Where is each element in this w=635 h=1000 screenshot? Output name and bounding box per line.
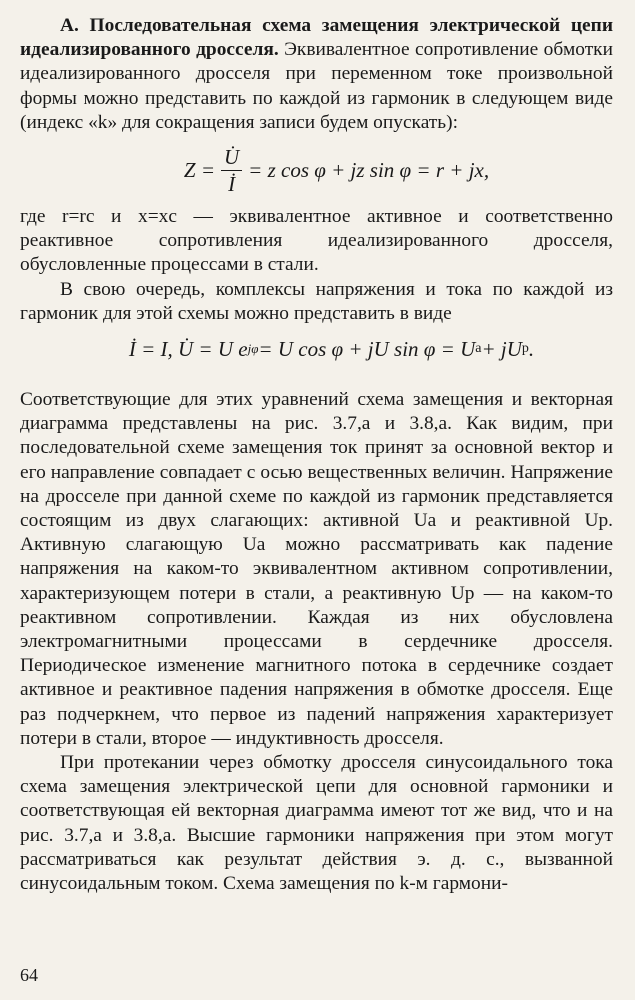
section-intro: Эквивалентное сопротивление обмотки идеализированного дросселя при переменном токе произвольной формы можно представить по каждой из гармоник в следующем виде (индекс «k» для сокращения записи будем опускать): bbox=[20, 39, 613, 133]
paragraph-body-1: Соответствующие для этих уравнений схема замещения и векторная диаграмма представлены на рис. 3.7,а и 3.8,а. Как видим, при последовательной схеме замещения ток принят за основной вектор и его направление совпадает с осью вещественных величин. Напряжение на дросселе при данной схеме по каждой из гармоник представляется состоящим из двух слагающих: активной Uа и реактивной Uр. Активную слагающую Uа можно рассматривать как падение напряжения на каком-то эквивалентном активном сопротивлении, характеризующем потери в стали, а реактивную Uр — на каком-то реактивном сопротивлении. Каждая из них обусловлена электромагнитными процессами в сердечнике дросселя. Периодическое изменение магнитного потока в сердечнике создает активное и реактивное падения напряжения в обмотке дросселя. Еще раз подчеркнем, что первое из падений напряжения характеризует потери в стали, второе — индуктивность дросселя. bbox=[20, 389, 613, 749]
formula2-part-c: + jU bbox=[481, 337, 522, 362]
formula2-part-d: . bbox=[528, 337, 535, 362]
formula2-part-a: İ = I, U̇ = U e bbox=[128, 337, 248, 362]
paragraph-definitions: где r=rс и x=xс — эквивалентное активное и соответственно реактивное сопротивления идеализированного дросселя, обусловленные процессами в стали. bbox=[20, 206, 613, 276]
current-voltage-formula bbox=[20, 326, 613, 372]
formula1-lhs: Z = bbox=[183, 158, 215, 183]
formula2-exponent: jφ bbox=[247, 341, 259, 357]
formula1-fraction bbox=[221, 144, 242, 197]
section-intro-paragraph bbox=[20, 14, 613, 135]
section-heading: А. Последовательная схема замещения электрической цепи идеализированного дросселя. bbox=[20, 15, 613, 61]
formula2-sub-p: р bbox=[521, 341, 529, 357]
paragraph-body-2: При протекании через обмотку дросселя синусоидального тока схема замещения электрической цепи для основной гармоники и соответствующая ей векторная диаграмма имеют тот же вид, что и на рис. 3.7,а и 3.8,а. Высшие гармоники напряжения при этом могут рассматриваться как результат действия э. д. с., вызванной синусоидальным током. Схема замещения по k-м гармони- bbox=[20, 752, 613, 895]
formula1-rhs: = z cos φ + jz sin φ = r + jx, bbox=[248, 158, 490, 183]
impedance-formula bbox=[20, 135, 613, 205]
formula2-part-b: = U cos φ + jU sin φ = U bbox=[258, 337, 476, 362]
formula1-denominator: İ bbox=[228, 171, 236, 196]
page-number: 64 bbox=[20, 965, 38, 985]
paragraph-complex: В свою очередь, комплексы напряжения и тока по каждой из гармоник для этой схемы можно представить в виде bbox=[20, 278, 613, 324]
formula1-numerator: U̇ bbox=[221, 144, 242, 171]
formula2-sub-a: а bbox=[475, 341, 482, 357]
